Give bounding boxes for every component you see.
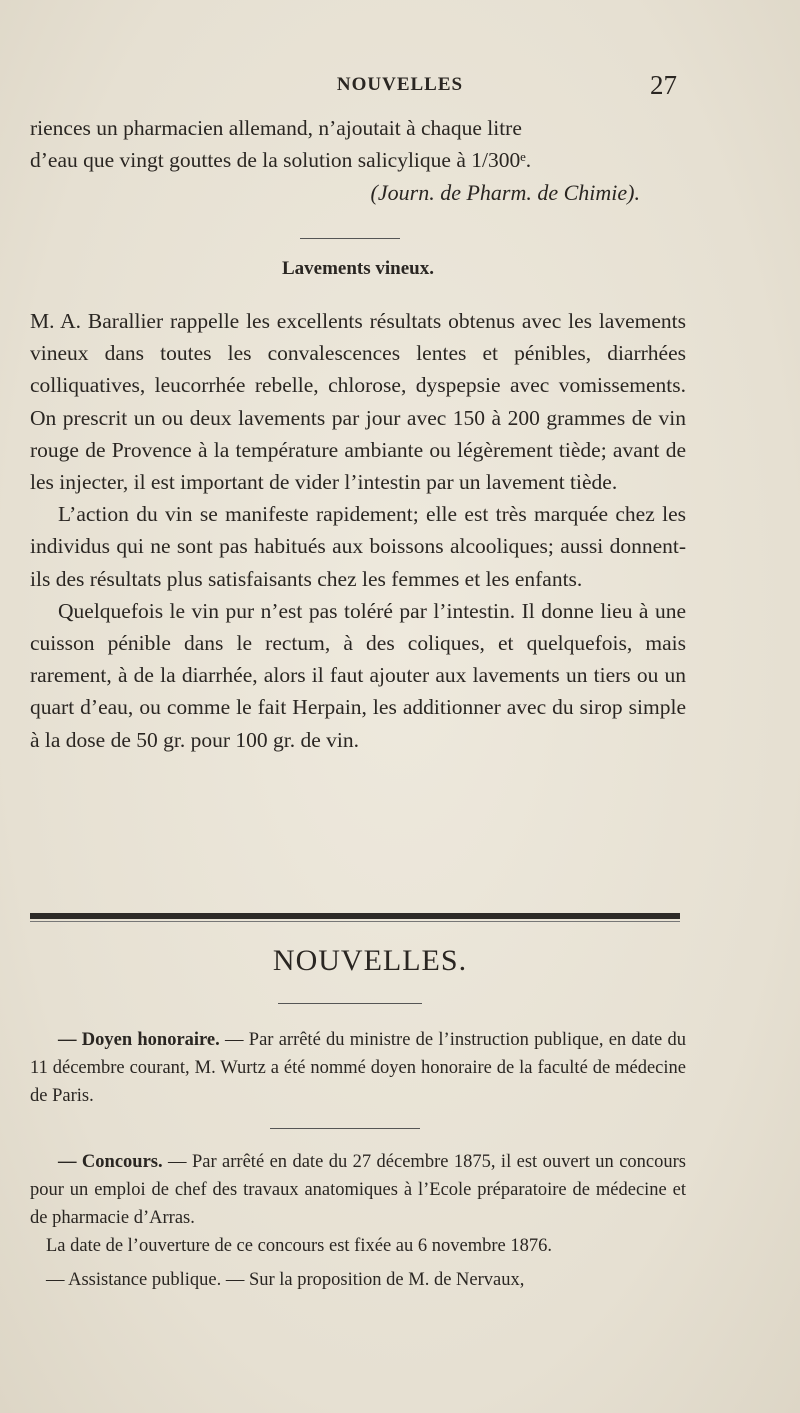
top-line-1: riences un pharmacien allemand, n’ajoutait à chaque litre — [30, 116, 522, 140]
news-item-1 — [30, 1026, 686, 1110]
source-citation: (Journ. de Pharm. de Chimie). — [370, 180, 640, 205]
section-title-nouvelles: NOUVELLES. — [272, 944, 468, 977]
news-item-lead: — Doyen honoraire. — [58, 1030, 220, 1050]
top-paragraph — [30, 112, 686, 176]
double-rule — [30, 913, 680, 919]
short-rule-2 — [278, 1003, 422, 1004]
paragraph-3: Quelquefois le vin pur n’est pas toléré par l’intestin. Il donne lieu à une cuisson pénible dans le rectum, à des coliques, et quelquefois, mais rarement, à de la diarrhée, alors il faut ajouter aux lavements un tiers ou un quart d’eau, ou comme le fait Herpain, les additionner avec du sirop simple à la dose de 50 gr. pour 100 gr. de vin. — [30, 598, 686, 752]
news-item-text: La date de l’ouverture de ce concours est fixée au 6 novembre 1876. — [46, 1236, 552, 1256]
double-rule-thin — [30, 921, 680, 922]
page-number: 27 — [650, 70, 677, 100]
news-item-lead: — Assistance publique. — [46, 1270, 222, 1290]
news-item-lead: — Concours. — [58, 1152, 163, 1172]
running-title: NOUVELLES — [336, 74, 464, 95]
top-line-2: d’eau que vingt gouttes de la solution salicylique à 1/300ᵉ. — [30, 148, 532, 173]
news-item-text: — Sur la proposition de M. de Nervaux, — [221, 1270, 525, 1290]
short-rule-1 — [300, 238, 400, 239]
section-heading-lavements: Lavements vineux. — [282, 258, 434, 279]
paragraph-1: M. A. Barallier rappelle les excellents résultats obtenus avec les lavements vineux dans toutes les convalescences lentes et pénibles, diarrhées colliquatives, leucorrhée rebelle, chlorose, dyspepsie avec vomissements. On prescrit un ou deux lavements par jour avec 150 à 200 grammes de vin rouge de Provence à la température ambiante ou légèrement tiède; avant de les injecter, il est important de vider l’intestin par un lavement tiède. — [30, 309, 686, 495]
news-item-text: — Par arrêté du ministre de l’instruction publique, en date du 11 décembre courant, M. Wurtz a été nommé doyen honoraire de la faculté de médecine de Paris. — [30, 1030, 686, 1106]
lavements-body — [30, 305, 686, 756]
news-item-2 — [30, 1148, 686, 1294]
paragraph-2: L’action du vin se manifeste rapidement; elle est très marquée chez les individus qui ne sont pas habitués aux boissons alcooliques; aussi donnent-ils des résultats plus satisfaisants chez les femmes et les enfants. — [30, 502, 686, 591]
news-item-text: — Par arrêté en date du 27 décembre 1875, il est ouvert un concours pour un emploi de chef des travaux anatomiques à l’Ecole préparatoire de médecine et de pharmacie d’Arras. — [30, 1152, 686, 1228]
short-rule-3 — [270, 1128, 420, 1129]
